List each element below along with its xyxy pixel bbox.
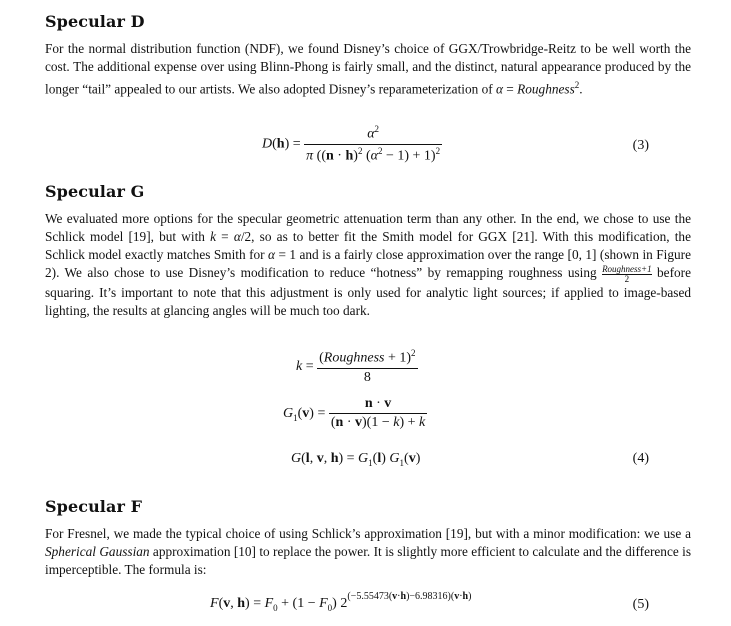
section-title-specular-d: Specular D <box>45 12 145 31</box>
specular-f-paragraph: For Fresnel, we made the typical choice of using Schlick’s approximation [19], but with a minor modification: we use a Spherical Gaussian approximation [10] to replace the power. It is slightly more efficient to calculate and the difference is imperceptible. The formula is: <box>45 526 691 578</box>
specular-g-paragraph: We evaluated more options for the specular geometric attenuation term than any other. In the end, we chose to use the Schlick model [19], but with k = α/2, so as to better fit the Smith model for GGX [21]. With this modification, the Schlick model exactly matches Smith for α = 1 and is a fairly close approximation over the range [0, 1] (shown in Figure 2). We also chose to use Disney’s modification to reduce “hotness” by remapping roughness using $\frac{\text{Roughness+1}}{2}$ before squaring. It’s important to note that this adjustment is only used for analytic light sources; if applied to image-based lighting, the results at glancing angles will be much too dark. <box>45 211 691 318</box>
specular-d-paragraph: For the normal distribution function (NDF), we found Disney’s choice of GGX/Trowbridge-Reitz to be well worth the cost. The additional expense over using Blinn-Phong is fairly small, and the distinct, natural appearance produced by the longer “tail” appealed to our artists. We also adopted Disney’s reparameterization of α = Roughness$^2$. <box>45 41 691 97</box>
equation-g1: $G_1(v)$ = $\frac{n \cdot v}{(n \cdot v)(1 - k) + k}$ <box>283 396 426 430</box>
equation-g: G(l, v, $h) = G_1(l)$ $G_1(v)$ <box>291 451 421 468</box>
equation-ndf: D(h) = $\frac{\alpha^2}{\pi ((n \cdot h)^2 (\alpha^2 - 1) + 1)^2}$ <box>262 124 441 164</box>
equation-number-5: (5) <box>632 597 649 612</box>
section-title-specular-f: Specular F <box>45 497 143 516</box>
section-title-specular-g: Specular G <box>45 182 145 201</box>
equation-k: k = $\frac{(Roughness + 1)^2}{8}$ <box>296 348 416 385</box>
inline-roughness-fraction: $\frac{\text{Roughness+1}}{2}$ <box>602 263 652 284</box>
equation-number-3: (3) <box>632 138 649 153</box>
equation-fresnel: F(v, $h) = F_0 + (1 - F_0)$ $2^{(-5.55473(v\cdot h)-6.98316)(v\cdot h)}$ <box>210 591 472 613</box>
equation-number-4: (4) <box>632 451 649 466</box>
